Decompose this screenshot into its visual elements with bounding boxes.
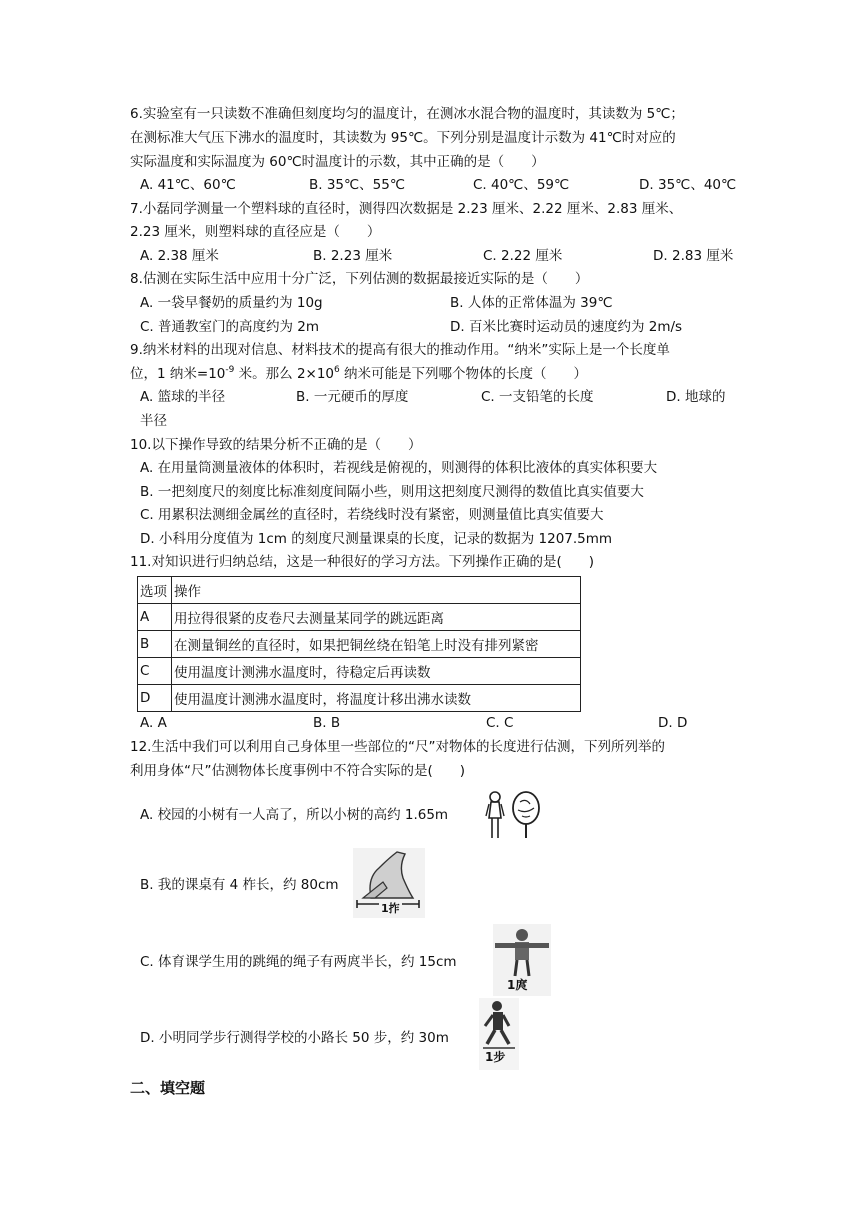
q12-option-b: B. 我的课桌有 4 柞长，约 80cm <box>140 877 339 893</box>
q7-stem-line1: 7.小磊同学测量一个塑料球的直径时，测得四次数据是 2.23 厘米、2.22 厘米、2.83 厘米、 <box>130 201 683 217</box>
q8-option-b: B. 人体的正常体温为 39℃ <box>450 295 613 311</box>
q7-option-c: C. 2.22 厘米 <box>483 248 563 264</box>
q12-option-a: A. 校园的小树有一人高了，所以小树的高约 1.65m <box>140 807 449 823</box>
section-heading: 二、填空题 <box>130 1079 206 1097</box>
table-cell: 在测量铜丝的直径时，如果把铜丝绕在铅笔上时没有排列紧密 <box>172 631 581 658</box>
q8-option-c: C. 普通教室门的高度约为 2m <box>140 319 320 335</box>
q11-option-d: D. D <box>658 715 688 731</box>
hand-span-illustration <box>353 848 425 922</box>
q9-option-d-continued: 半径 <box>140 413 167 429</box>
table-row <box>138 685 581 712</box>
table-header-row <box>138 577 581 604</box>
q8-option-d: D. 百米比赛时运动员的速度约为 2m/s <box>450 319 683 335</box>
table-row <box>138 604 581 631</box>
q11-table <box>137 576 581 712</box>
q7-option-a: A. 2.38 厘米 <box>140 248 219 264</box>
q6-stem-line3: 实际温度和实际温度为 60℃时温度计的示数，其中正确的是（ ） <box>130 154 545 170</box>
q9-option-b: B. 一元硬币的厚度 <box>296 389 409 405</box>
q9-stem-line1: 9.纳米材料的出现对信息、材料技术的提高有很大的推动作用。“纳米”实际上是一个长度单 <box>130 342 670 358</box>
q6-stem-line1: 6.实验室有一只读数不准确但刻度均匀的温度计，在测冰水混合物的温度时，其读数为 5℃； <box>130 106 684 122</box>
q10-stem: 10.以下操作导致的结果分析不正确的是（ ） <box>130 437 422 453</box>
arm-span-label: 1庹 <box>507 978 528 992</box>
table-cell: B <box>138 631 172 658</box>
q6-option-a: A. 41℃、60℃ <box>140 177 236 193</box>
q9-option-c: C. 一支铅笔的长度 <box>481 389 594 405</box>
q12-option-d: D. 小明同学步行测得学校的小路长 50 步，约 30m <box>140 1030 449 1046</box>
table-row <box>138 658 581 685</box>
q10-option-c: C. 用累积法测细金属丝的直径时，若绕线时没有紧密，则测量值比真实值要大 <box>140 507 604 523</box>
table-cell: 操作 <box>172 577 581 604</box>
q11-option-c: C. C <box>486 715 514 731</box>
table-cell: D <box>138 685 172 712</box>
table-cell: 使用温度计测沸水温度时，将温度计移出沸水读数 <box>172 685 581 712</box>
q10-option-d: D. 小科用分度值为 1cm 的刻度尺测量课桌的长度，记录的数据为 1207.5mm <box>140 531 613 547</box>
q10-option-a: A. 在用量筒测量液体的体积时，若视线是俯视的，则测得的体积比液体的真实体积要大 <box>140 460 658 476</box>
q7-option-d: D. 2.83 厘米 <box>653 248 734 264</box>
q12-stem-line1: 12.生活中我们可以利用自己身体里一些部位的“尺”对物体的长度进行估测，下列所列举的 <box>130 739 665 755</box>
table-cell: A <box>138 604 172 631</box>
q10-option-b: B. 一把刻度尺的刻度比标准刻度间隔小些，则用这把刻度尺测得的数值比真实值要大 <box>140 484 644 500</box>
q6-option-c: C. 40℃、59℃ <box>473 177 570 193</box>
q9-option-d: D. 地球的 <box>666 389 726 405</box>
hand-span-label: 1拃 <box>381 902 400 915</box>
q11-stem: 11.对知识进行归纳总结，这是一种很好的学习方法。下列操作正确的是( ) <box>130 554 595 570</box>
table-cell: 用拉得很紧的皮卷尺去测量某同学的跳远距离 <box>172 604 581 631</box>
q6-option-b: B. 35℃、55℃ <box>309 177 406 193</box>
table-cell: C <box>138 658 172 685</box>
step-label: 1步 <box>485 1050 506 1064</box>
q8-option-a: A. 一袋早餐奶的质量约为 10g <box>140 295 323 311</box>
table-cell: 选项 <box>138 577 172 604</box>
q11-option-a: A. A <box>140 715 167 731</box>
q12-option-c: C. 体育课学生用的跳绳的绳子有两庹半长，约 15cm <box>140 954 457 970</box>
q6-stem-line2: 在测标准大气压下沸水的温度时，其读数为 95℃。下列分别是温度计示数为 41℃时对应的 <box>130 130 676 146</box>
q9-option-a: A. 篮球的半径 <box>140 389 226 405</box>
q12-stem-line2: 利用身体“尺”估测物体长度事例中不符合实际的是( ) <box>130 763 466 779</box>
q9-stem-line2: 位，1 纳米$=10^{-9}$ 米。那么 $2\times 10^6$ 纳米可能是下列哪个物体的长度（ ） <box>130 365 588 382</box>
table-row <box>138 631 581 658</box>
q11-option-b: B. B <box>313 715 341 731</box>
q7-option-b: B. 2.23 厘米 <box>313 248 393 264</box>
person-and-tree-illustration <box>484 790 544 846</box>
q6-option-d: D. 35℃、40℃ <box>639 177 737 193</box>
step-illustration <box>479 998 519 1074</box>
arm-span-illustration <box>493 924 551 1000</box>
q7-stem-line2: 2.23 厘米，则塑料球的直径应是（ ） <box>130 224 381 240</box>
table-cell: 使用温度计测沸水温度时，待稳定后再读数 <box>172 658 581 685</box>
q8-stem: 8.估测在实际生活中应用十分广泛，下列估测的数据最接近实际的是（ ） <box>130 271 589 287</box>
